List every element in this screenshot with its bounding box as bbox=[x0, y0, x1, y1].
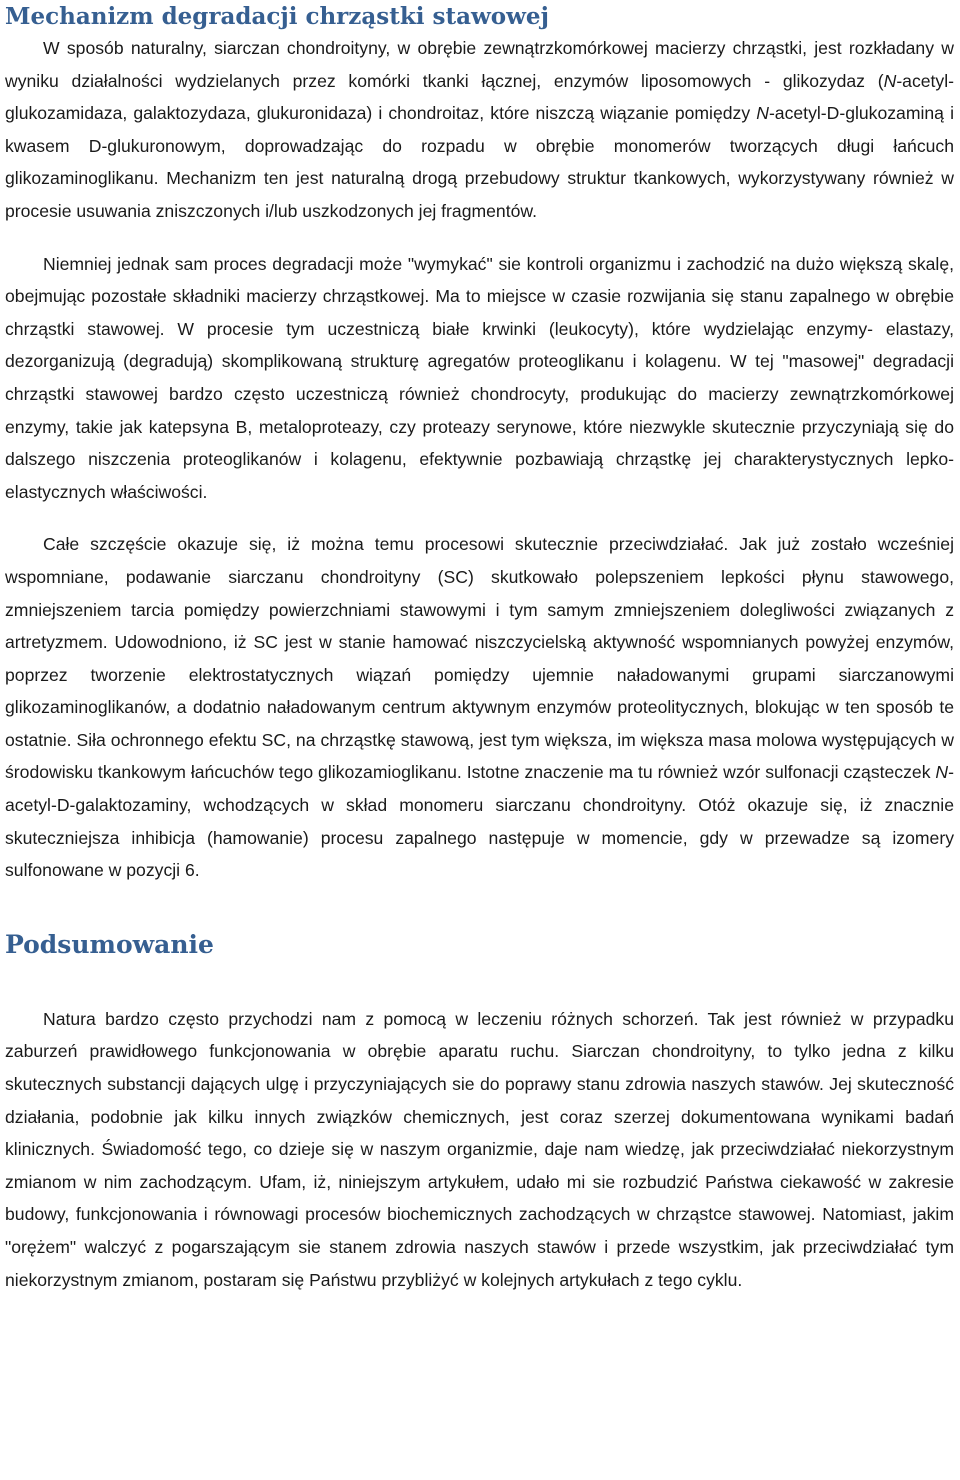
section-title-summary: Podsumowanie bbox=[5, 929, 214, 959]
paragraph-degradation-3 bbox=[5, 528, 954, 887]
text-run: -acetyl-D-glukozaminą i kwasem D-glukuronowym, doprowadzając do rozpadu w obrębie monomerów tworzących długi łańcuch glikozaminoglikanu. Mechanizm ten jest naturalną drogą przebudowy struktur tkankowych, wykorzystywany również w procesie usuwania zniszczonych i/lub uszkodzonych jej fragmentów. bbox=[5, 103, 954, 221]
italic-run: N bbox=[935, 762, 949, 783]
text-run: -acetyl-glukozamidaza, galaktozydaza, glukuronidaza) i chondroitaz, które niszczą wiązanie pomiędzy bbox=[5, 70, 954, 124]
italic-run: N bbox=[756, 103, 769, 124]
text-run: W sposób naturalny, siarczan chondroityny, w obrębie zewnątrzkomórkowej macierzy chrząstki, jest rozkładany w wyniku działalności wydzielanych przez komórki tkanki łącznej, enzymów liposomowych - glikozydaz ( bbox=[5, 38, 954, 91]
text-run: -acetyl-D-galaktozaminy, wchodzących w skład monomeru siarczanu chondroityny. Otóż okazuje się, iż znacznie skuteczniejsza inhibicja (hamowanie) procesu zapalnego następuje w momencie, gdy w przewadze są izomery sulfonowane w pozycji 6. bbox=[5, 762, 954, 881]
section-title-degradation: Mechanizm degradacji chrząstki stawowej bbox=[5, 3, 549, 30]
italic-run: N bbox=[883, 70, 897, 91]
paragraph-summary: Natura bardzo często przychodzi nam z pomocą w leczeniu różnych schorzeń. Tak jest również w przypadku zaburzeń prawidłowego funkcjonowania w obrębie aparatu ruchu. Siarczan chondroityny, to tylko jedna z kilku skutecznych substancji dających ulgę i przyczyniających sie do poprawy stanu zdrowia naszych stawów. Jej skuteczność działania, podobnie jak kilku innych związków chemicznych, jest coraz szerzej dokumentowana wynikami badań klinicznych. Świadomość tego, co dzieje się w naszym organizmie, daje nam wiedzę, jak przeciwdziałać niekorzystnym zmianom w nim zachodzącym. Ufam, iż, niniejszym artykułem, udało mi sie rozbudzić Państwa ciekawość w zakresie budowy, funkcjonowania i równowagi procesów biochemicznych zachodzących w chrząstce stawowej. Natomiast, jakim "orężem" walczyć z pogarszającym sie stanem zdrowia naszych stawów i przede wszystkim, jak przeciwdziałać tym niekorzystnym zmianom, postaram się Państwu przybliżyć w kolejnych artykułach z tego cyklu. bbox=[5, 1008, 954, 1290]
paragraph-degradation-1 bbox=[5, 32, 954, 228]
paragraph-degradation-2: Niemniej jednak sam proces degradacji może "wymykać" sie kontroli organizmu i zachodzić na dużo większą skalę, obejmując pozostałe składniki macierzy chrząstkowej. Ma to miejsce w czasie rozwijania się stanu zapalnego w obrębie chrząstki stawowej. W procesie tym uczestniczą białe krwinki (leukocyty), które wydzielając enzymy- elastazy, dezorganizują (degradują) skomplikowaną strukturę agregatów proteoglikanu i kolagenu. W tej "masowej" degradacji chrząstki stawowej bardzo często uczestniczą również chondrocyty, produkując do macierzy zewnątrzkomórkowej enzymy, takie jak katepsyna B, metaloproteazy, czy proteazy serynowe, które niezwykle skutecznie przyczyniają się do dalszego niszczenia proteoglikanów i kolagenu, efektywnie pozbawiają chrząstkę jej charakterystycznych lepko-elastycznych właściwości. bbox=[5, 253, 954, 502]
text-run: Całe szczęście okazuje się, iż można temu procesowi skutecznie przeciwdziałać. Jak już zostało wcześniej wspomniane, podawanie siarczanu chondroityny (SC) skutkowało polepszeniem lepkości płynu stawowego, zmniejszeniem tarcia pomiędzy powierzchniami stawowymi i tym samym zmniejszeniem dolegliwości związanych z artretyzmem. Udowodniono, iż SC jest w stanie hamować niszczycielską aktywność wspomnianych powyżej enzymów, poprzez tworzenie elektrostatycznych wiązań pomiędzy ujemnie naładowanymi grupami siarczanowymi glikozaminoglikanów, a dodatnio naładowanym centrum aktywnym enzymów proteolitycznych, blokując w ten sposób te ostatnie. Siła ochronnego efektu SC, na chrząstkę stawową, jest tym większa, im większa masa molowa występujących w środowisku tkankowym łańcuchów tego glikozamioglikanu. Istotne znaczenie ma tu również wzór sulfonacji cząsteczek bbox=[5, 534, 954, 783]
